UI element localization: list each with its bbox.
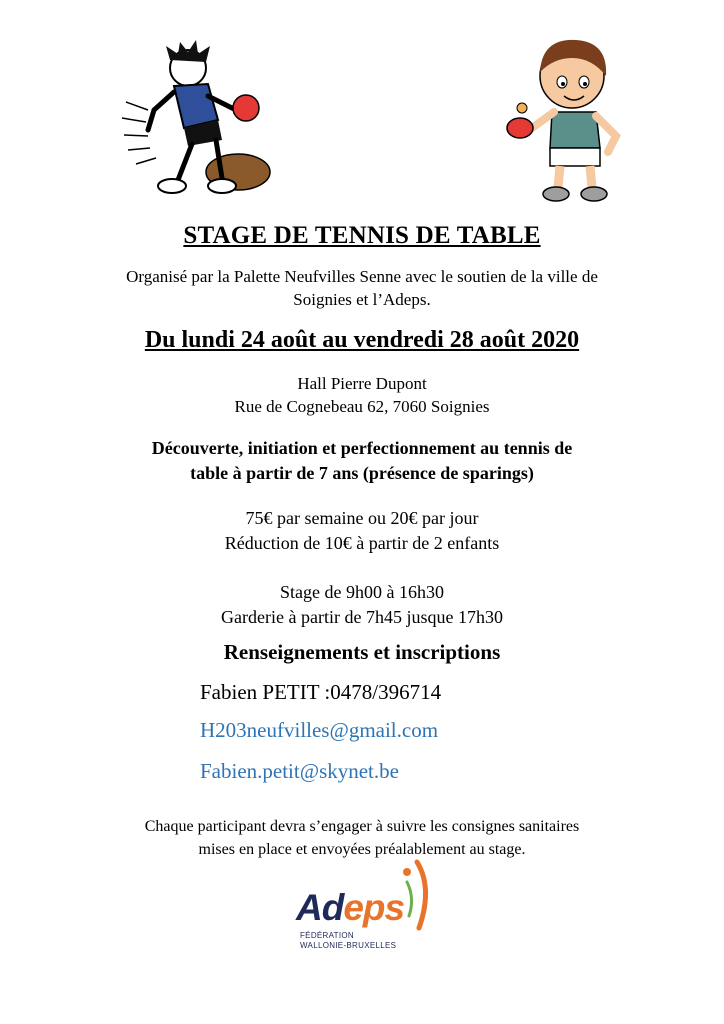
pricing-info [0,506,724,556]
ball-shape [517,103,527,113]
cartoon-player-left-illustration [118,40,278,202]
contact-phone: Fabien PETIT :0478/396714 [200,680,442,704]
logo-subtitle-line1: FÉDÉRATION [300,931,354,940]
organizer-line: Organisé par la Palette Neufvilles Senne avec le soutien de la ville de [126,267,598,286]
schedule-info [0,580,724,630]
adeps-logo [292,858,437,958]
organizer-text [0,265,724,311]
event-dates: Du lundi 24 août au vendredi 28 août 2020 [144,327,580,353]
venue-name: Hall Pierre Dupont [297,374,427,393]
shirt-shape [174,84,218,128]
logo-ad-text: Ad [296,887,344,928]
organizer-line: Soignies et l’Adeps. [293,290,431,309]
venue-street: Rue de Cognebeau 62, 7060 Soignies [234,397,490,416]
cartoon-boy-right-illustration [496,36,634,206]
logo-subtitle-line2: WALLONIE-BRUXELLES [300,941,397,950]
paddle-shape [507,118,533,138]
daycare-hours: Garderie à partir de 7h45 jusque 17h30 [221,607,503,627]
logo-wordmark [296,888,404,928]
venue-address [0,372,724,418]
logo-eps-text: eps [343,887,405,928]
paddle-shape [233,95,259,121]
motion-lines [122,102,156,164]
shorts-shape [550,148,600,166]
description-line: Découverte, initiation et perfectionnement au tennis de [151,438,573,458]
description-line: table à partir de 7 ans (présence de sparings) [190,463,534,483]
info-heading: Renseignements et inscriptions [223,640,501,664]
email-link-personal[interactable]: Fabien.petit@skynet.be [200,759,399,783]
discount-line: Réduction de 10€ à partir de 2 enfants [224,533,500,553]
page-title: STAGE DE TENNIS DE TABLE [183,222,541,249]
price-line: 75€ par semaine ou 20€ par jour [245,508,479,528]
stage-description [0,436,724,486]
note-line: Chaque participant devra s’engager à suivre les consignes sanitaires [144,818,580,835]
stage-hours: Stage de 9h00 à 16h30 [280,582,444,602]
note-line: mises en place et envoyées préalablement au stage. [198,841,526,858]
email-link-club[interactable]: H203neufvilles@gmail.com [200,718,439,742]
sanitary-note [0,815,724,861]
